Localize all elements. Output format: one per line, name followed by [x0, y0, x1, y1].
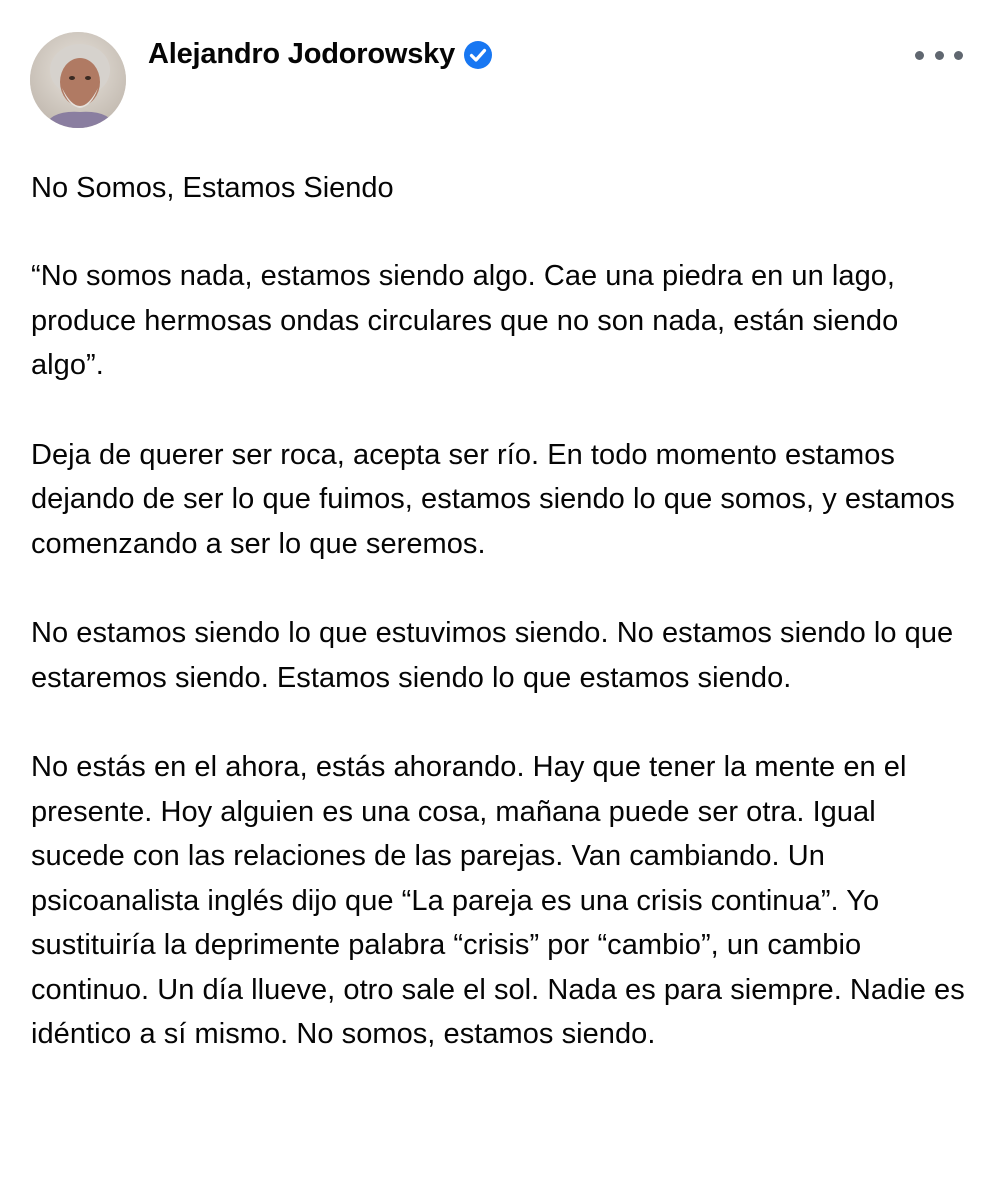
author-line	[148, 38, 493, 71]
author-avatar[interactable]	[30, 32, 126, 128]
post-body	[31, 166, 976, 1057]
author-name[interactable]: Alejandro Jodorowsky	[148, 38, 456, 70]
more-options-icon	[954, 51, 963, 60]
post-header	[30, 32, 975, 132]
post-paragraph: No estás en el ahora, estás ahorando. Hay que tener la mente en el presente. Hoy alguien es una cosa, mañana puede ser otra. Igual sucede con las relaciones de las parejas. Van cambiando. Un psicoanalista inglés dijo que “La pareja es una crisis continua”. Yo sustituiría la deprimente palabra “crisis” por “cambio”, un cambio continuo. Un día llueve, otro sale el sol. Nada es para siempre. Nadie es idéntico a sí mismo. No somos, estamos siendo.	[31, 751, 965, 1050]
post-paragraph: No estamos siendo lo que estuvimos siendo. No estamos siendo lo que estaremos siendo. Estamos siendo lo que estamos siendo.	[31, 617, 954, 694]
post-title: No Somos, Estamos Siendo	[31, 172, 394, 204]
verified-badge-icon	[463, 40, 493, 70]
avatar-photo-icon	[30, 32, 126, 128]
post-paragraph: “No somos nada, estamos siendo algo. Cae una piedra en un lago, produce hermosas ondas circulares que no son nada, están siendo algo”.	[31, 260, 899, 381]
more-options-button[interactable]	[915, 40, 963, 70]
post-paragraph: Deja de querer ser roca, acepta ser río. En todo momento estamos dejando de ser lo que fuimos, estamos siendo lo que somos, y estamos comenzando a ser lo que seremos.	[31, 438, 955, 560]
more-options-icon	[915, 51, 924, 60]
more-options-icon	[935, 51, 944, 60]
